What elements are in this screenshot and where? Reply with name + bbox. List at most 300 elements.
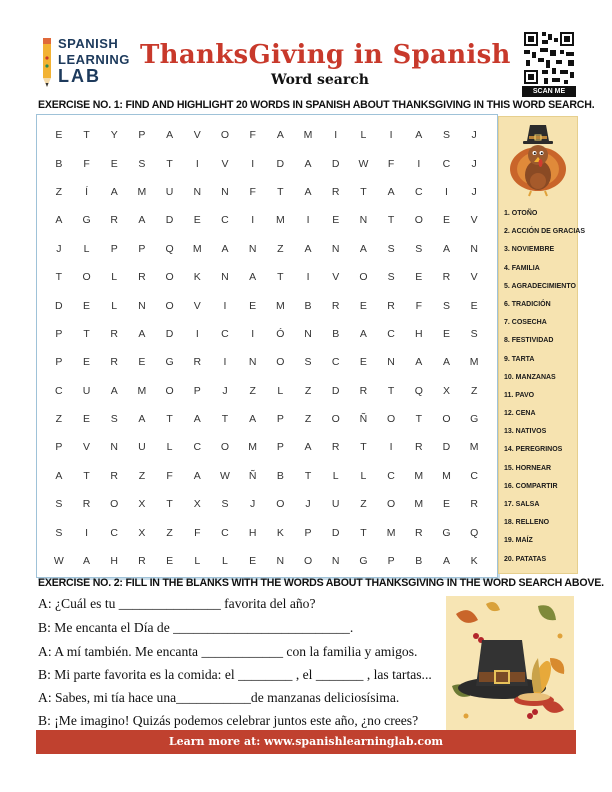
grid-letter[interactable]: T: [221, 413, 229, 426]
grid-row: [45, 149, 488, 177]
grid-letter[interactable]: I: [334, 129, 338, 142]
grid-letter[interactable]: N: [304, 327, 312, 340]
grid-letter[interactable]: E: [249, 555, 257, 568]
grid-letter[interactable]: T: [83, 327, 90, 340]
grid-letter[interactable]: L: [360, 129, 367, 142]
grid-letter[interactable]: D: [442, 441, 451, 454]
grid-letter[interactable]: S: [55, 526, 63, 539]
grid-letter[interactable]: A: [276, 129, 284, 142]
grid-letter[interactable]: P: [55, 441, 63, 454]
grid-letter[interactable]: B: [304, 299, 312, 312]
grid-letter[interactable]: L: [166, 441, 173, 454]
grid-letter[interactable]: C: [55, 384, 63, 397]
grid-letter[interactable]: W: [53, 555, 64, 568]
site-logo: [36, 34, 146, 96]
grid-letter[interactable]: S: [470, 327, 478, 340]
grid-letter[interactable]: N: [221, 271, 229, 284]
grid-letter[interactable]: D: [276, 157, 285, 170]
grid-letter[interactable]: A: [304, 242, 312, 255]
word-list-item: 7. COSECHA: [504, 319, 547, 327]
dialogue-line: B: ¡Me imagino! Quizás podemos celebrar juntos este año, ¿no crees?: [38, 713, 419, 728]
grid-letter[interactable]: F: [415, 299, 422, 312]
grid-letter[interactable]: I: [195, 327, 199, 340]
grid-letter[interactable]: B: [276, 469, 284, 482]
grid-letter[interactable]: G: [442, 526, 451, 539]
grid-letter[interactable]: P: [276, 413, 284, 426]
grid-letter[interactable]: Z: [249, 384, 256, 397]
grid-letter[interactable]: M: [469, 356, 479, 369]
grid-letter[interactable]: N: [221, 185, 229, 198]
grid-letter[interactable]: V: [470, 214, 478, 227]
grid-letter[interactable]: D: [331, 526, 340, 539]
grid-letter[interactable]: B: [55, 157, 63, 170]
dialogue-line: A: ¿Cuál es tu _______________ favorita del año?: [38, 596, 316, 611]
grid-letter[interactable]: A: [442, 555, 450, 568]
grid-letter[interactable]: F: [387, 157, 395, 170]
grid-letter[interactable]: I: [223, 299, 227, 312]
grid-letter[interactable]: M: [442, 469, 451, 482]
pilgrim-turkey-icon: [505, 121, 571, 197]
grid-letter[interactable]: T: [360, 526, 367, 539]
grid-letter[interactable]: O: [331, 413, 340, 426]
grid-letter[interactable]: C: [193, 441, 202, 454]
grid-letter[interactable]: I: [389, 129, 393, 142]
grid-letter[interactable]: N: [193, 185, 202, 198]
grid-letter[interactable]: E: [249, 299, 257, 312]
grid-letter[interactable]: I: [223, 356, 227, 369]
page-title: ThanksGiving in Spanish: [140, 40, 511, 70]
grid-letter[interactable]: X: [138, 498, 146, 511]
grid-letter[interactable]: M: [275, 299, 285, 312]
grid-letter[interactable]: S: [304, 356, 312, 369]
dialogue-line: A: Sabes, mi tía hace una___________de manzanas deliciosísima.: [38, 690, 400, 705]
grid-letter[interactable]: M: [192, 242, 202, 255]
grid-letter[interactable]: M: [386, 526, 396, 539]
grid-letter[interactable]: G: [470, 413, 479, 426]
word-list-item: 6. TRADICIÓN: [504, 300, 551, 308]
grid-letter[interactable]: E: [442, 498, 450, 511]
grid-letter[interactable]: X: [138, 526, 146, 539]
pencil-icon: [40, 38, 54, 88]
grid-letter[interactable]: N: [331, 242, 340, 255]
grid-letter[interactable]: V: [83, 441, 91, 454]
grid-letter[interactable]: Z: [138, 469, 146, 482]
grid-letter[interactable]: A: [442, 242, 450, 255]
grid-letter[interactable]: A: [55, 469, 63, 482]
grid-letter[interactable]: S: [415, 242, 423, 255]
grid-letter[interactable]: L: [111, 271, 118, 284]
word-list-item: 18. RELLENO: [504, 519, 550, 527]
grid-letter[interactable]: J: [471, 129, 477, 142]
grid-letter[interactable]: N: [138, 299, 146, 312]
grid-letter[interactable]: L: [83, 242, 90, 255]
word-list-item: 11. PAVO: [504, 391, 535, 399]
grid-letter[interactable]: Z: [360, 498, 367, 511]
grid-row: [45, 462, 488, 490]
grid-letter[interactable]: R: [331, 299, 340, 312]
grid-letter[interactable]: T: [55, 271, 63, 284]
grid-letter[interactable]: I: [85, 526, 88, 539]
grid-row: [45, 433, 488, 461]
grid-letter[interactable]: R: [110, 469, 119, 482]
grid-letter[interactable]: A: [55, 214, 63, 227]
grid-letter[interactable]: I: [417, 157, 421, 170]
grid-letter[interactable]: N: [359, 214, 368, 227]
grid-row: [45, 547, 488, 575]
grid-letter[interactable]: M: [137, 384, 147, 397]
grid-letter[interactable]: R: [470, 498, 478, 511]
grid-letter[interactable]: Z: [470, 384, 478, 397]
grid-letter[interactable]: T: [277, 185, 284, 198]
grid-letter[interactable]: V: [193, 299, 201, 312]
grid-letter[interactable]: S: [387, 271, 395, 284]
grid-letter[interactable]: A: [110, 185, 118, 198]
grid-letter[interactable]: Í: [85, 185, 88, 198]
grid-letter[interactable]: J: [222, 384, 228, 397]
grid-letter[interactable]: E: [193, 214, 201, 227]
grid-letter[interactable]: Ñ: [248, 469, 257, 482]
grid-letter[interactable]: H: [414, 327, 423, 340]
grid-letter[interactable]: H: [110, 555, 119, 568]
grid-letter[interactable]: A: [110, 384, 118, 397]
grid-letter[interactable]: Z: [304, 384, 312, 397]
grid-letter[interactable]: J: [305, 498, 311, 511]
grid-letter[interactable]: P: [387, 555, 395, 568]
grid-letter[interactable]: R: [414, 441, 423, 454]
grid-letter[interactable]: G: [359, 555, 368, 568]
grid-letter[interactable]: W: [220, 469, 230, 482]
grid-letter[interactable]: Z: [55, 185, 63, 198]
grid-letter[interactable]: S: [387, 242, 395, 255]
grid-letter[interactable]: I: [251, 214, 255, 227]
grid-letter[interactable]: B: [415, 555, 423, 568]
grid-letter[interactable]: Z: [55, 413, 63, 426]
grid-letter[interactable]: R: [331, 441, 340, 454]
grid-letter[interactable]: J: [56, 242, 62, 255]
grid-letter[interactable]: C: [110, 526, 119, 539]
grid-letter[interactable]: S: [221, 498, 229, 511]
grid-letter[interactable]: T: [360, 441, 367, 454]
grid-letter[interactable]: D: [331, 157, 340, 170]
grid-letter[interactable]: P: [138, 242, 146, 255]
word-list-item: 13. NATIVOS: [504, 428, 547, 436]
grid-letter[interactable]: I: [195, 157, 199, 170]
grid-letter[interactable]: Q: [414, 384, 423, 397]
grid-letter[interactable]: M: [414, 498, 424, 511]
grid-letter[interactable]: A: [304, 157, 312, 170]
word-list-item: 8. FESTIVIDAD: [504, 337, 554, 345]
grid-letter[interactable]: R: [110, 327, 119, 340]
grid-row: [45, 291, 488, 319]
logo-line1: SPANISH: [58, 36, 119, 51]
grid-letter[interactable]: G: [82, 214, 91, 227]
grid-letter[interactable]: R: [193, 356, 202, 369]
grid-letter[interactable]: K: [470, 555, 478, 568]
grid-letter[interactable]: P: [110, 242, 118, 255]
pilgrim-hat-illustration: [446, 596, 574, 730]
grid-letter[interactable]: T: [166, 498, 173, 511]
grid-letter[interactable]: N: [248, 356, 257, 369]
grid-letter[interactable]: U: [165, 185, 174, 198]
word-list-item: 20. PATATAS: [504, 555, 547, 563]
grid-letter[interactable]: P: [276, 441, 284, 454]
grid-letter[interactable]: J: [471, 185, 477, 198]
grid-letter[interactable]: U: [331, 498, 340, 511]
grid-letter[interactable]: Ñ: [359, 413, 368, 426]
grid-letter[interactable]: R: [138, 555, 146, 568]
grid-letter[interactable]: V: [221, 157, 229, 170]
grid-letter[interactable]: A: [138, 413, 146, 426]
grid-letter[interactable]: E: [359, 299, 367, 312]
grid-letter[interactable]: M: [275, 214, 285, 227]
grid-letter[interactable]: S: [442, 299, 450, 312]
grid-letter[interactable]: A: [304, 185, 312, 198]
grid-letter[interactable]: A: [415, 356, 423, 369]
grid-letter[interactable]: I: [251, 327, 255, 340]
grid-letter[interactable]: G: [165, 356, 174, 369]
grid-letter[interactable]: P: [304, 526, 312, 539]
grid-letter[interactable]: P: [138, 129, 146, 142]
grid-letter[interactable]: U: [82, 384, 91, 397]
grid-letter[interactable]: E: [83, 413, 91, 426]
grid-letter[interactable]: O: [220, 129, 230, 142]
grid-letter[interactable]: O: [359, 271, 368, 284]
grid-letter[interactable]: Y: [110, 129, 118, 142]
grid-row: [45, 348, 488, 376]
grid-letter[interactable]: S: [55, 498, 63, 511]
grid-letter[interactable]: N: [110, 441, 119, 454]
grid-letter[interactable]: T: [387, 214, 395, 227]
grid-letter[interactable]: T: [166, 413, 173, 426]
grid-letter[interactable]: M: [469, 441, 479, 454]
grid-letter[interactable]: A: [249, 413, 257, 426]
grid-letter[interactable]: D: [331, 384, 340, 397]
grid-letter[interactable]: P: [193, 384, 201, 397]
grid-letter[interactable]: C: [470, 469, 478, 482]
grid-letter[interactable]: A: [359, 242, 367, 255]
grid-letter[interactable]: O: [220, 441, 230, 454]
grid-letter[interactable]: P: [55, 356, 63, 369]
grid-letter[interactable]: Z: [304, 413, 312, 426]
grid-letter[interactable]: L: [332, 469, 339, 482]
grid-letter[interactable]: R: [110, 356, 119, 369]
grid-letter[interactable]: I: [306, 214, 310, 227]
grid-letter[interactable]: O: [165, 271, 174, 284]
grid-letter[interactable]: N: [470, 242, 478, 255]
grid-letter[interactable]: R: [359, 384, 368, 397]
grid-letter[interactable]: M: [137, 185, 147, 198]
grid-letter[interactable]: A: [166, 129, 174, 142]
grid-letter[interactable]: C: [387, 469, 395, 482]
grid-letter[interactable]: Z: [166, 526, 173, 539]
grid-letter[interactable]: E: [110, 157, 118, 170]
grid-letter[interactable]: O: [387, 498, 396, 511]
grid-letter[interactable]: E: [138, 356, 146, 369]
grid-letter[interactable]: A: [221, 242, 229, 255]
qr-code-icon[interactable]: [522, 30, 576, 86]
grid-letter[interactable]: A: [442, 356, 450, 369]
word-search-grid: [36, 114, 498, 578]
grid-letter[interactable]: E: [83, 299, 91, 312]
grid-letter[interactable]: E: [442, 327, 450, 340]
grid-row: [45, 518, 488, 546]
grid-letter[interactable]: K: [193, 271, 201, 284]
grid-letter[interactable]: L: [194, 555, 201, 568]
grid-letter[interactable]: E: [55, 129, 63, 142]
grid-letter[interactable]: L: [360, 469, 367, 482]
grid-row: [45, 206, 488, 234]
grid-letter[interactable]: V: [470, 271, 478, 284]
grid-letter[interactable]: E: [359, 356, 367, 369]
grid-letter[interactable]: C: [221, 327, 229, 340]
grid-row: [45, 320, 488, 348]
grid-letter[interactable]: T: [387, 384, 395, 397]
word-list-item: 19. MAÍZ: [504, 537, 533, 545]
grid-letter[interactable]: N: [331, 555, 340, 568]
grid-letter[interactable]: E: [442, 214, 450, 227]
grid-letter[interactable]: X: [442, 384, 450, 397]
grid-letter[interactable]: H: [248, 526, 257, 539]
grid-letter[interactable]: P: [55, 327, 63, 340]
grid-letter[interactable]: V: [193, 129, 201, 142]
grid-letter[interactable]: E: [166, 555, 174, 568]
grid-letter[interactable]: E: [415, 271, 423, 284]
word-list-item: 2. ACCIÓN DE GRACIAS: [504, 228, 586, 236]
grid-letter[interactable]: A: [138, 327, 146, 340]
grid-letter[interactable]: I: [306, 271, 310, 284]
grid-letter[interactable]: O: [276, 498, 285, 511]
dialogue-line: A: A mí también. Me encanta ____________ con la familia y amigos.: [38, 644, 418, 659]
grid-letter[interactable]: M: [303, 129, 313, 142]
grid-letter[interactable]: Q: [165, 242, 174, 255]
grid-letter[interactable]: C: [442, 157, 451, 170]
grid-row: [45, 263, 488, 291]
grid-letter[interactable]: S: [442, 129, 450, 142]
grid-letter[interactable]: O: [442, 413, 451, 426]
grid-letter[interactable]: I: [445, 185, 448, 198]
grid-letter[interactable]: W: [358, 157, 369, 170]
grid-letter[interactable]: A: [138, 214, 146, 227]
word-list-item: 10. MANZANAS: [504, 373, 556, 381]
grid-letter[interactable]: T: [83, 469, 90, 482]
grid-letter[interactable]: A: [415, 129, 423, 142]
grid-letter[interactable]: F: [83, 157, 90, 170]
word-list-item: 1. OTOÑO: [504, 210, 538, 217]
exercise1-heading: EXERCISE NO. 1: FIND AND HIGHLIGHT 20 WORDS IN SPANISH ABOUT THANKSGIVING IN THIS WORD SEARCH.: [38, 99, 595, 111]
grid-letter[interactable]: D: [55, 299, 63, 312]
grid-letter[interactable]: R: [414, 526, 423, 539]
grid-letter[interactable]: O: [110, 498, 119, 511]
grid-letter[interactable]: R: [138, 271, 146, 284]
grid-letter[interactable]: J: [250, 498, 256, 511]
grid-letter[interactable]: F: [194, 526, 201, 539]
grid-letter[interactable]: A: [249, 271, 257, 284]
grid-letter[interactable]: O: [303, 555, 313, 568]
grid-letter[interactable]: Ó: [276, 327, 285, 340]
grid-letter[interactable]: O: [414, 214, 423, 227]
grid-letter[interactable]: C: [387, 327, 395, 340]
grid-letter[interactable]: L: [222, 555, 228, 568]
grid-letter[interactable]: A: [304, 441, 312, 454]
grid-letter[interactable]: R: [442, 271, 451, 284]
word-list-item: 9. TARTA: [504, 355, 535, 363]
grid-letter[interactable]: L: [111, 299, 118, 312]
grid-row: [45, 178, 488, 206]
grid-letter[interactable]: F: [249, 129, 256, 142]
grid-letter[interactable]: S: [110, 413, 118, 426]
grid-letter[interactable]: E: [470, 299, 478, 312]
grid-letter[interactable]: D: [165, 214, 174, 227]
grid-letter[interactable]: O: [276, 356, 285, 369]
grid-letter[interactable]: O: [165, 384, 174, 397]
grid-letter[interactable]: L: [277, 384, 284, 397]
grid-letter[interactable]: T: [360, 185, 367, 198]
grid-letter[interactable]: C: [221, 214, 229, 227]
grid-letter[interactable]: A: [193, 469, 201, 482]
grid-letter[interactable]: N: [248, 242, 257, 255]
grid-letter[interactable]: N: [387, 356, 395, 369]
grid-letter[interactable]: T: [277, 271, 284, 284]
grid-row: [45, 235, 488, 263]
grid-letter[interactable]: A: [83, 555, 91, 568]
page-subtitle: Word search: [271, 72, 369, 88]
grid-letter[interactable]: B: [332, 327, 340, 340]
grid-letter[interactable]: C: [331, 356, 340, 369]
grid-letter[interactable]: D: [165, 327, 174, 340]
grid-letter[interactable]: R: [110, 214, 119, 227]
grid-letter[interactable]: F: [166, 469, 173, 482]
word-list-item: 15. HORNEAR: [504, 464, 552, 472]
grid-letter[interactable]: Z: [277, 242, 284, 255]
grid-letter[interactable]: S: [138, 157, 146, 170]
grid-row: [45, 377, 488, 405]
grid-letter[interactable]: A: [387, 185, 395, 198]
grid-letter[interactable]: X: [193, 498, 201, 511]
grid-letter[interactable]: T: [415, 413, 422, 426]
grid-letter[interactable]: M: [414, 469, 424, 482]
grid-letter[interactable]: U: [138, 441, 146, 454]
grid-row: [45, 405, 488, 433]
grid-letter[interactable]: C: [414, 185, 423, 198]
grid-letter[interactable]: A: [359, 327, 367, 340]
grid-letter[interactable]: O: [387, 413, 396, 426]
grid-letter[interactable]: R: [387, 299, 395, 312]
footer-banner[interactable]: Learn more at: www.spanishlearninglab.com: [36, 730, 576, 754]
grid-letter[interactable]: F: [249, 185, 256, 198]
grid-letter[interactable]: C: [221, 526, 229, 539]
grid-letter[interactable]: T: [83, 129, 90, 142]
grid-letter[interactable]: R: [331, 185, 340, 198]
grid-letter[interactable]: E: [83, 356, 91, 369]
grid-letter[interactable]: J: [471, 157, 477, 170]
grid-letter[interactable]: I: [251, 157, 255, 170]
grid-letter[interactable]: N: [276, 555, 285, 568]
grid-letter[interactable]: Q: [470, 526, 479, 539]
grid-letter[interactable]: E: [332, 214, 340, 227]
grid-letter[interactable]: T: [304, 469, 312, 482]
grid-letter[interactable]: T: [166, 157, 173, 170]
grid-letter[interactable]: R: [82, 498, 91, 511]
grid-letter[interactable]: A: [193, 413, 201, 426]
grid-letter[interactable]: O: [165, 299, 174, 312]
grid-letter[interactable]: O: [82, 271, 91, 284]
word-list-panel: [498, 116, 586, 574]
grid-letter[interactable]: M: [248, 441, 258, 454]
grid-letter[interactable]: K: [276, 526, 284, 539]
grid-letter[interactable]: I: [389, 441, 393, 454]
word-list-item: 5. AGRADECIMIENTO: [504, 282, 576, 290]
grid-letter[interactable]: V: [332, 271, 340, 284]
